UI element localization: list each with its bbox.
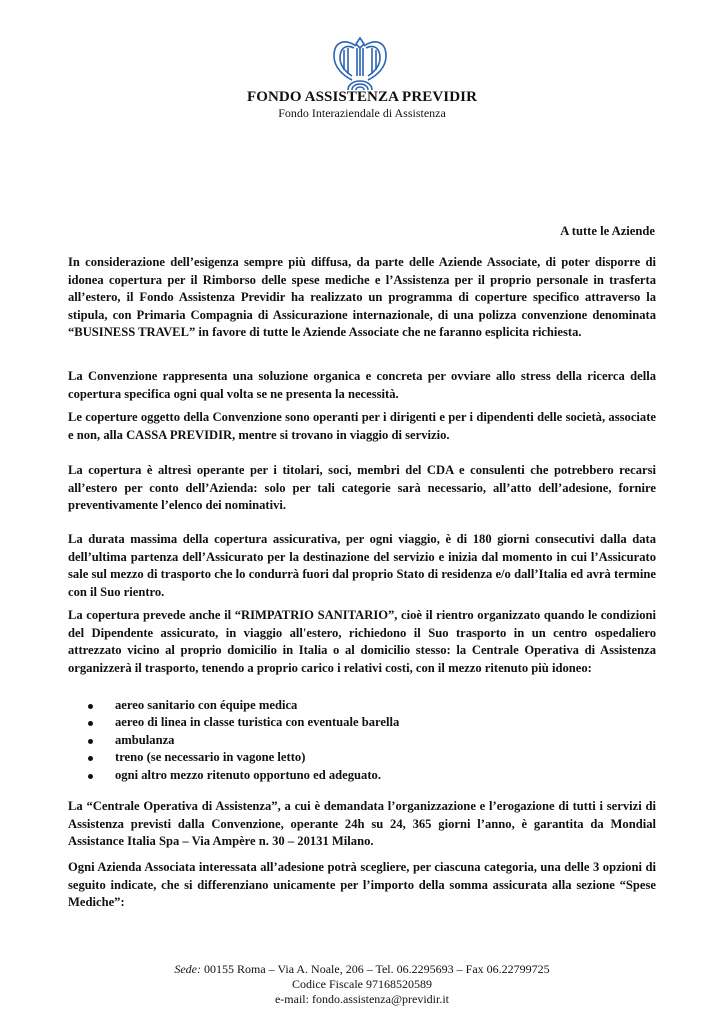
paragraph-centrale-operativa <box>68 798 656 851</box>
paragraph-text: Ogni Azienda Associata interessata all’adesione potrà scegliere, per ciascuna categoria, una delle 3 opzioni di seguito indicate, che si differenziano unicamente per l’importo della somma assicurata alla sezione “Spese Mediche”: <box>68 860 656 910</box>
org-subtitle: Fondo Interaziendale di Assistenza <box>278 106 446 120</box>
list-item-text: aereo sanitario con équipe medica <box>115 698 298 712</box>
list-item <box>88 732 399 749</box>
list-item-text: aereo di linea in classe turistica con eventuale barella <box>115 715 400 730</box>
bullet-icon <box>88 704 93 709</box>
bullet-icon <box>88 721 93 726</box>
salutation: A tutte le Aziende <box>560 224 655 238</box>
paragraph-text: Le coperture oggetto della Convenzione sono operanti per i dirigenti e per i dipendenti delle società, associate e non, alla CASSA PREVIDIR, mentre si trovano in viaggio di servizio. <box>68 410 656 442</box>
paragraph-convenzione <box>68 368 656 403</box>
paragraph-text: La Convenzione rappresenta una soluzione organica e concreta per ovviare allo stress della ricerca della copertura specifica ogni qual volta se ne presenta la necessità. <box>68 369 656 401</box>
list-item <box>88 749 399 766</box>
paragraph-text: La “Centrale Operativa di Assistenza”, a cui è demandata l’organizzazione e l’erogazione di tutti i servizi di Assistenza previsti dalla Convenzione, operante 24h su 24, 365 giorni l’anno, è garantita da Mondial Assistance Italia Spa – Via Ampère n. 30 – 20131 Milano. <box>68 799 656 849</box>
paragraph-titolari <box>68 462 656 515</box>
footer <box>0 962 724 1007</box>
list-item <box>88 714 399 731</box>
paragraph-coperture <box>68 409 656 444</box>
address-text: 00155 Roma – Via A. Noale, 206 – Tel. 06.2295693 – Fax 06.22799725 <box>201 962 550 976</box>
bullet-icon <box>88 756 93 761</box>
bullet-icon <box>88 739 93 744</box>
paragraph-text: In considerazione dell’esigenza sempre più diffusa, da parte delle Aziende Associate, di poter disporre di idonea copertura per il Rimborso delle spese mediche e l’Assistenza per il proprio personale in trasferta all’estero, il Fondo Assistenza Previdir ha realizzato un programma di coperture specifico attraverso la stipula, con Primaria Compagnia di Assicurazione internazionale, di una polizza convenzione denominata “BUSINESS TRAVEL” in favore di tutte le Aziende Associate che ne faranno esplicita richiesta. <box>68 255 656 340</box>
bullet-icon <box>88 774 93 779</box>
paragraph-intro <box>68 254 656 342</box>
list-item <box>88 697 399 714</box>
paragraph-text: La copertura è altresì operante per i titolari, soci, membri del CDA e consulenti che potrebbero recarsi all’estero per conto dell’Azienda: solo per tali categorie sarà necessario, all’atto dell’adesione, fornire preventivamente l’elenco dei nominativi. <box>68 463 656 513</box>
fiscal-code: Codice Fiscale 97168520589 <box>292 977 432 991</box>
footer-address <box>0 962 724 977</box>
paragraph-text: La durata massima della copertura assicurativa, per ogni viaggio, è di 180 giorni consecutivi dalla data dell’ultima partenza dell’Assicurato per la destinazione del servizio e inizia dal momento in cui l’Assicurato sale sul mezzo di trasporto che lo condurrà fuori dal proprio Stato di residenza e/o dall’Italia ed avrà termine con il Suo rientro. <box>68 532 656 599</box>
paragraph-opzioni <box>68 859 656 912</box>
paragraph-durata <box>68 531 656 601</box>
list-item-text: ogni altro mezzo ritenuto opportuno ed adeguato. <box>115 767 381 782</box>
list-item-text: treno (se necessario in vagone letto) <box>115 750 306 765</box>
eagle-logo-icon <box>330 34 390 92</box>
org-name: FONDO ASSISTENZA PREVIDIR <box>246 89 478 105</box>
paragraph-text: La copertura prevede anche il “RIMPATRIO SANITARIO”, cioè il rientro organizzato quando le condizioni del Dipendente assicurato, in viaggio all'estero, richiedono il Suo trasporto in un centro ospedaliero attrezzato vicino al proprio domicilio in Italia o al domicilio stesso: la Centrale Operativa di Assistenza organizzerà il trasporto, tenendo a proprio carico i relativi costi, con il mezzo ritenuto più idoneo: <box>68 608 656 675</box>
sede-label: Sede: <box>174 962 201 976</box>
email-text: e-mail: fondo.assistenza@previdir.it <box>274 992 449 1006</box>
transport-list <box>88 697 399 784</box>
list-item <box>88 767 399 784</box>
list-item-text: ambulanza <box>115 732 175 747</box>
paragraph-rimpatrio <box>68 607 656 677</box>
